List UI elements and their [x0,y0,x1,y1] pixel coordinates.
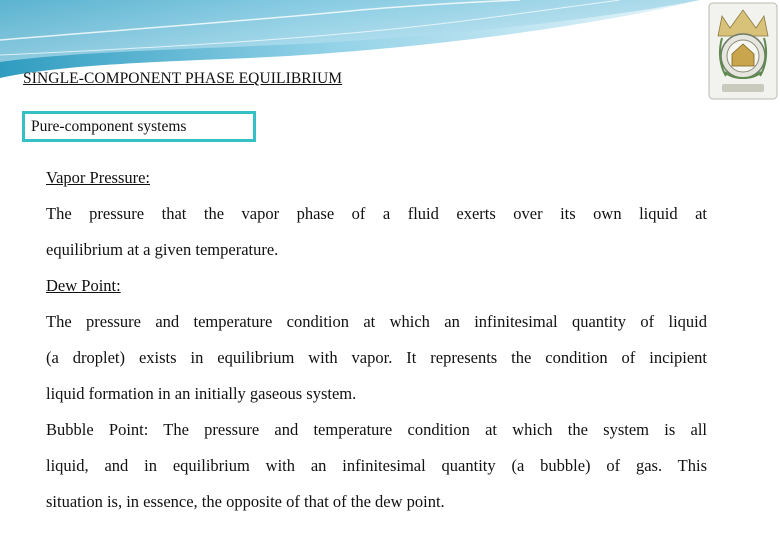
dew-point-heading: Dew Point: [46,276,121,295]
dew-point-line: (a droplet) exists in equilibrium with vapor. It represents the condition of incipient [46,348,707,367]
bubble-point-line: liquid, and in equilibrium with an infinitesimal quantity (a bubble) of gas. This [46,456,707,475]
university-emblem-logo [708,2,778,100]
header-wave-decoration [0,0,780,80]
bubble-point-line [46,412,707,448]
bubble-point-heading: Bubble Point: [46,420,149,439]
section-badge: Pure-component systems [22,111,256,142]
vapor-pressure-heading: Vapor Pressure: [46,168,151,187]
page-title: SINGLE-COMPONENT PHASE EQUILIBRIUM [23,70,343,87]
vapor-pressure-line: equilibrium at a given temperature. [46,240,279,259]
bubble-point-text: The pressure and temperature condition at which the system is all [148,420,707,439]
dew-point-line: liquid formation in an initially gaseous system. [46,384,357,403]
content-body [46,160,707,520]
bubble-point-line: situation is, in essence, the opposite of that of the dew point. [46,492,445,511]
dew-point-line: The pressure and temperature condition at which an infinitesimal quantity of liquid [46,312,707,331]
vapor-pressure-line: The pressure that the vapor phase of a fluid exerts over its own liquid at [46,204,707,223]
